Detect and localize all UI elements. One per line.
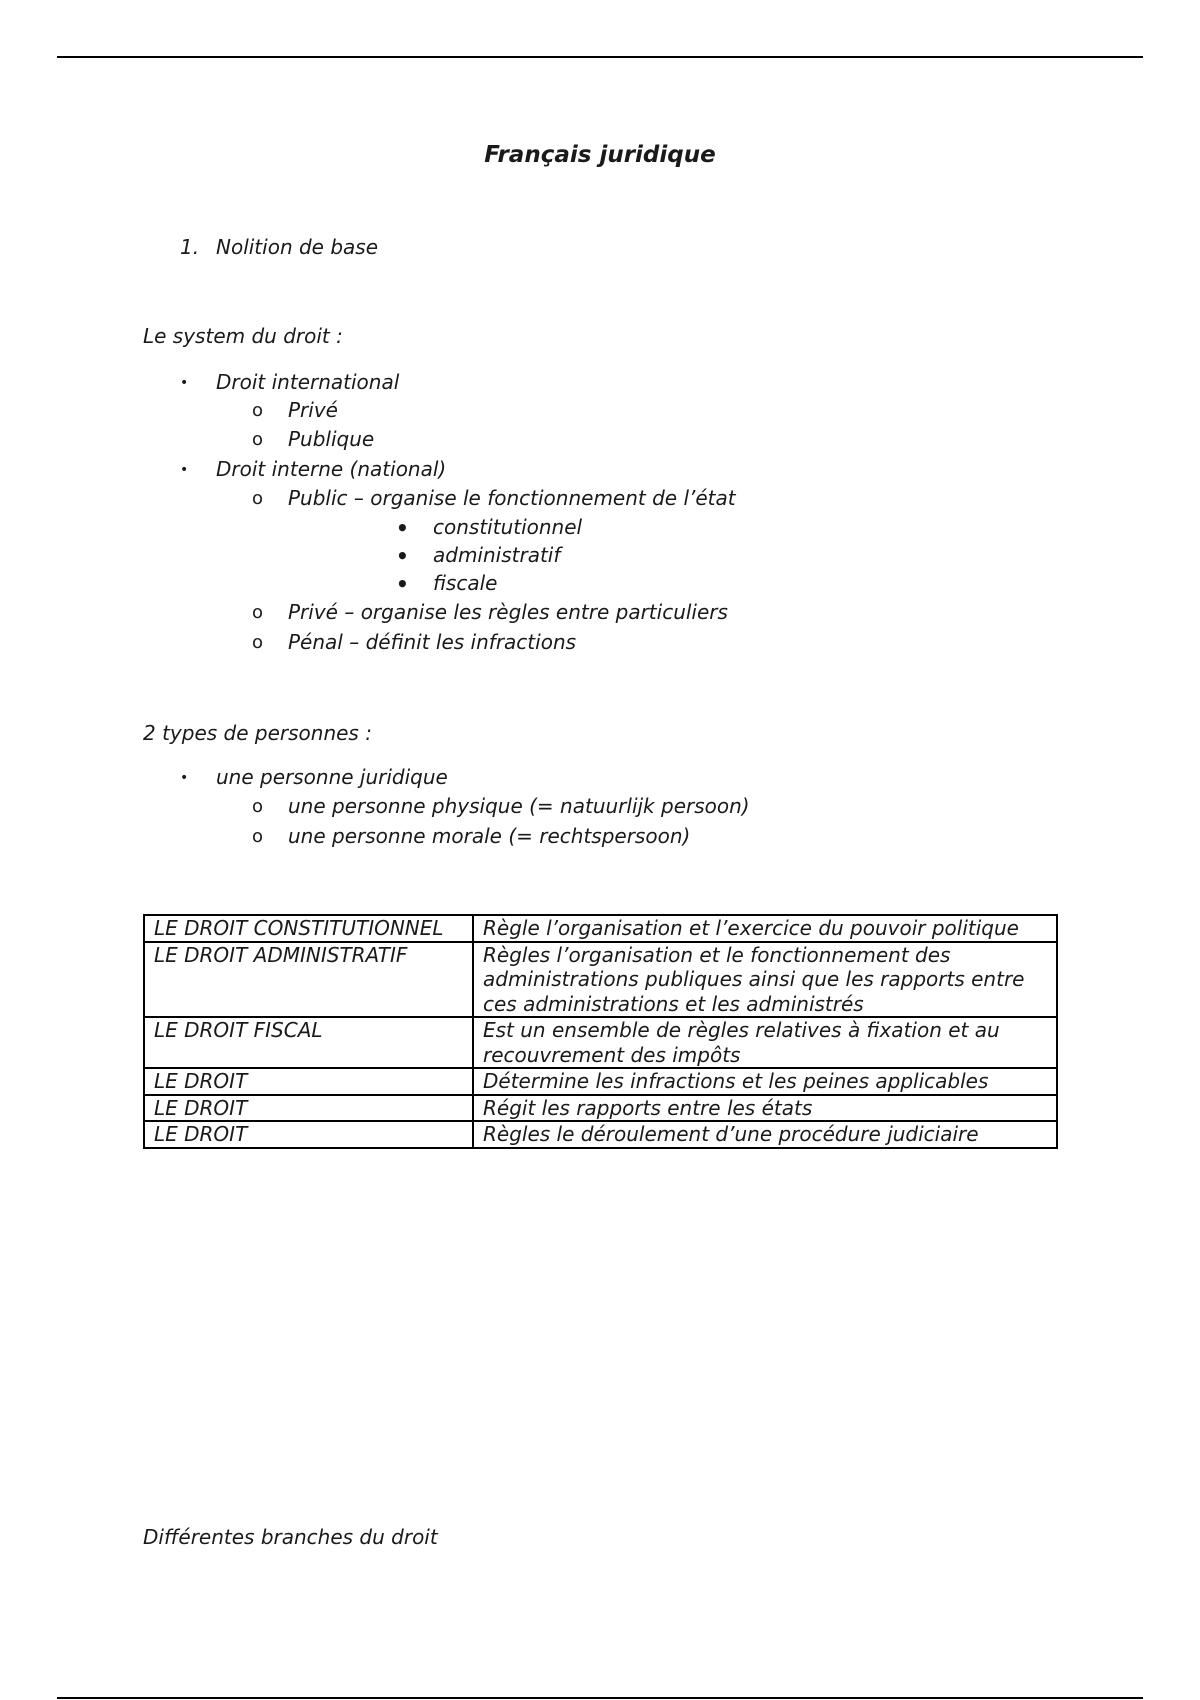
- section-number: 1.: [180, 235, 200, 259]
- personnes-heading: 2 types de personnes :: [143, 721, 372, 745]
- list-item: une personne morale (= rechtspersoon): [288, 824, 691, 848]
- table-row: [144, 942, 1057, 1018]
- circle-marker: o: [252, 400, 264, 421]
- table-cell-desc: Détermine les infractions et les peines applicables: [473, 1068, 1057, 1095]
- list-item: fiscale: [433, 571, 498, 595]
- bullet-marker: •: [180, 375, 189, 391]
- list-item: Publique: [288, 427, 375, 451]
- table-cell-name: LE DROIT: [144, 1095, 473, 1122]
- circle-marker: o: [252, 429, 264, 450]
- footer-rule: [57, 1697, 1143, 1699]
- table-cell-desc: Règles le déroulement d’une procédure judiciaire: [473, 1121, 1057, 1148]
- circle-marker: o: [252, 488, 264, 509]
- table-cell-name: LE DROIT ADMINISTRATIF: [144, 942, 473, 1018]
- document-title: Français juridique: [484, 142, 716, 168]
- table-row: [144, 1068, 1057, 1095]
- circle-marker: o: [252, 632, 264, 653]
- list-item: Droit international: [216, 370, 400, 394]
- bullet-marker: •: [396, 572, 409, 596]
- list-item: Privé – organise les règles entre particuliers: [288, 600, 728, 624]
- droit-table: [143, 914, 1058, 1149]
- bullet-marker: •: [180, 770, 189, 786]
- table-cell-name: LE DROIT CONSTITUTIONNEL: [144, 915, 473, 942]
- system-heading: Le system du droit :: [143, 324, 343, 348]
- section-heading: Nolition de base: [216, 235, 379, 259]
- list-item: une personne physique (= natuurlijk persoon): [288, 794, 750, 818]
- list-item: Public – organise le fonctionnement de l’état: [288, 486, 736, 510]
- branches-heading: Différentes branches du droit: [143, 1525, 438, 1549]
- list-item: administratif: [433, 543, 561, 567]
- circle-marker: o: [252, 602, 264, 623]
- bullet-marker: •: [396, 544, 409, 568]
- list-item: une personne juridique: [216, 765, 448, 789]
- table-cell-name: LE DROIT FISCAL: [144, 1017, 473, 1068]
- list-item: Droit interne (national): [216, 457, 447, 481]
- table-row: [144, 915, 1057, 942]
- table-row: [144, 1095, 1057, 1122]
- table-cell-desc: Régit les rapports entre les états: [473, 1095, 1057, 1122]
- list-item: Privé: [288, 398, 338, 422]
- circle-marker: o: [252, 826, 264, 847]
- table-cell-desc: Règle l’organisation et l’exercice du pouvoir politique: [473, 915, 1057, 942]
- header-rule: [57, 56, 1143, 58]
- table-row: [144, 1121, 1057, 1148]
- table-row: [144, 1017, 1057, 1068]
- bullet-marker: •: [180, 462, 189, 478]
- circle-marker: o: [252, 796, 264, 817]
- table-cell-name: LE DROIT: [144, 1121, 473, 1148]
- table-cell-desc: Est un ensemble de règles relatives à fixation et au recouvrement des impôts: [473, 1017, 1057, 1068]
- bullet-marker: •: [396, 516, 409, 540]
- table-cell-name: LE DROIT: [144, 1068, 473, 1095]
- list-item: constitutionnel: [433, 515, 583, 539]
- table-cell-desc: Règles l’organisation et le fonctionnement des administrations publiques ainsi que les rapports entre ces administrations et les administrés: [473, 942, 1057, 1018]
- list-item: Pénal – définit les infractions: [288, 630, 577, 654]
